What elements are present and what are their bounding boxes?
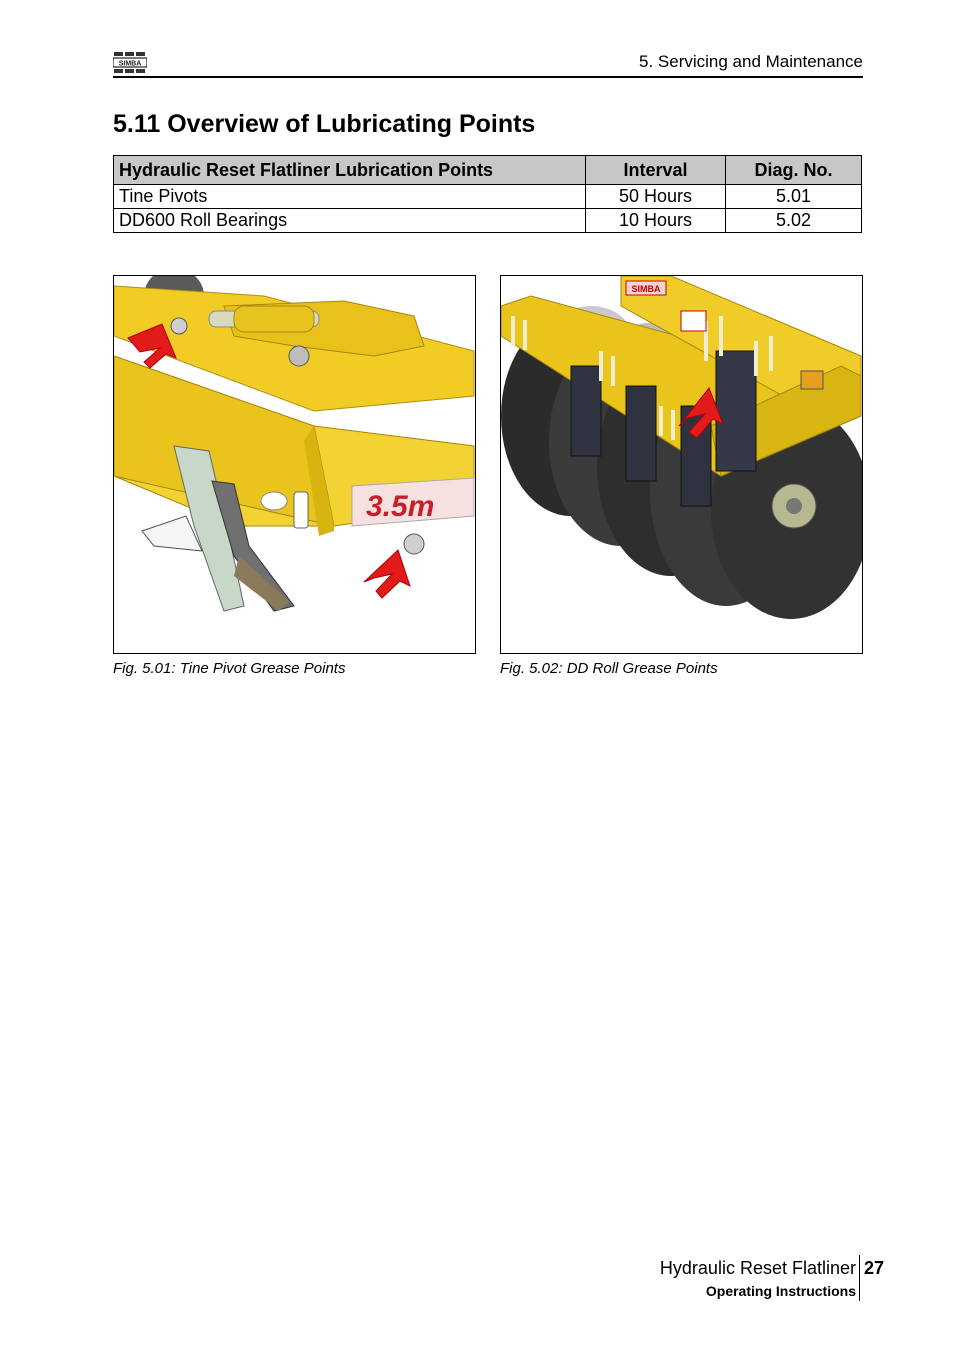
grease-point-arrow-icon [364,550,410,598]
figure-caption: Fig. 5.02: DD Roll Grease Points [500,660,718,677]
table-cell: 50 Hours [586,185,726,209]
lubrication-table [113,155,862,233]
table-cell: 5.02 [726,209,862,233]
section-label: 5. Servicing and Maintenance [639,52,863,71]
table-cell: DD600 Roll Bearings [114,209,586,233]
decal-text: SIMBA [631,284,661,294]
table-row [114,185,862,209]
table-cell: 5.01 [726,185,862,209]
figure-tine-pivot [113,275,476,654]
table-header-row [114,156,862,185]
tine-pivot-illustration [114,276,475,653]
footer-title: Hydraulic Reset Flatliner [659,1258,856,1278]
column-header: Hydraulic Reset Flatliner Lubrication Points [114,156,586,185]
page-title: 5.11 Overview of Lubricating Points [113,110,536,138]
simba-logo [113,52,147,74]
table-cell: 10 Hours [586,209,726,233]
dd-roll-illustration [501,276,862,653]
page-header [113,50,863,78]
footer-divider [859,1255,860,1301]
footer-subtitle: Operating Instructions [705,1283,856,1299]
figure-caption: Fig. 5.01: Tine Pivot Grease Points [113,660,346,677]
table-cell: Tine Pivots [114,185,586,209]
decal-text: 3.5m [366,490,435,523]
figure-dd-roll [500,275,863,654]
page-number: 27 [864,1258,885,1278]
table-row [114,209,862,233]
column-header: Interval [586,156,726,185]
logo-text: SIMBA [118,60,142,68]
column-header: Diag. No. [726,156,862,185]
